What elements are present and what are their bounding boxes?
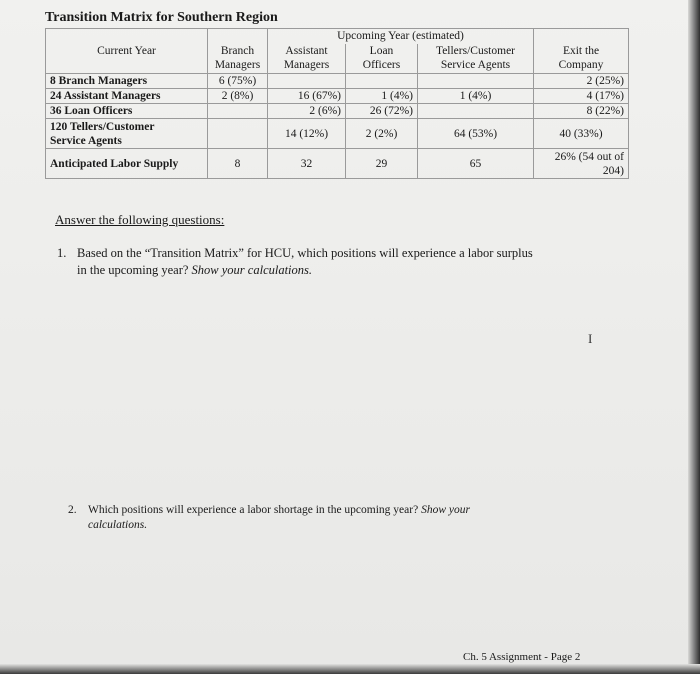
table-cell: 14 (12%) — [268, 119, 346, 149]
col-header-exit-company: Exit the Company — [534, 44, 629, 74]
supply-cell: 8 — [208, 149, 268, 179]
supply-cell: 65 — [418, 149, 534, 179]
table-cell — [208, 119, 268, 149]
page-title: Transition Matrix for Southern Region — [45, 10, 278, 25]
table-cell: 8 (22%) — [534, 104, 629, 119]
table-cell: 1 (4%) — [418, 89, 534, 104]
table-cell: 2 (25%) — [534, 74, 629, 89]
table-cell: 6 (75%) — [208, 74, 268, 89]
table-cell: 16 (67%) — [268, 89, 346, 104]
table-row — [46, 119, 629, 149]
current-year-header: Current Year — [46, 29, 208, 74]
table-row — [46, 104, 629, 119]
page-bottom-shadow — [0, 664, 700, 674]
question-text: Which positions will experience a labor shortage in the upcoming year? — [88, 504, 419, 516]
table-row — [46, 74, 629, 89]
supply-cell: 32 — [268, 149, 346, 179]
table-header-row — [46, 29, 629, 44]
table-cell: 1 (4%) — [346, 89, 418, 104]
col-header-assistant-managers: Assistant Managers — [268, 44, 346, 74]
col-header-loan-officers: Loan Officers — [346, 44, 418, 74]
row-label: 36 Loan Officers — [46, 104, 208, 119]
question-text-cont: in the upcoming year? — [77, 263, 189, 277]
col-header-tellers: Tellers/Customer Service Agents — [418, 44, 534, 74]
transition-matrix-table — [45, 28, 629, 179]
question-2 — [68, 503, 470, 533]
row-label: 8 Branch Managers — [46, 74, 208, 89]
table-cell — [418, 74, 534, 89]
question-number: 2. — [68, 504, 77, 516]
question-number: 1. — [57, 246, 67, 260]
text-cursor-icon: I — [588, 331, 593, 346]
questions-heading: Answer the following questions: — [55, 212, 225, 227]
table-cell — [418, 104, 534, 119]
question-instruction: Show your calculations. — [191, 263, 313, 277]
upcoming-year-header: Upcoming Year (estimated) — [268, 29, 534, 44]
table-cell: 64 (53%) — [418, 119, 534, 149]
table-cell — [268, 74, 346, 89]
col-header-branch-managers: Branch Managers — [208, 44, 268, 74]
question-instruction: Show your — [421, 504, 470, 516]
table-cell — [208, 104, 268, 119]
table-cell — [346, 74, 418, 89]
page-edge-shadow — [688, 0, 700, 674]
supply-exit-cell: 26% (54 out of 204) — [534, 149, 629, 179]
supply-cell: 29 — [346, 149, 418, 179]
row-label: 24 Assistant Managers — [46, 89, 208, 104]
question-text: Based on the “Transition Matrix” for HCU, which positions will experience a labor surplus — [77, 246, 533, 260]
table-cell: 2 (8%) — [208, 89, 268, 104]
table-cell: 2 (6%) — [268, 104, 346, 119]
row-label: 120 Tellers/Customer Service Agents — [46, 119, 208, 149]
page-footer: Ch. 5 Assignment - Page 2 — [463, 651, 581, 663]
supply-label: Anticipated Labor Supply — [46, 149, 208, 179]
supply-row — [46, 149, 629, 179]
question-instruction-cont: calculations. — [88, 519, 148, 531]
table-cell: 40 (33%) — [534, 119, 629, 149]
table-cell: 4 (17%) — [534, 89, 629, 104]
table-cell: 26 (72%) — [346, 104, 418, 119]
table-cell: 2 (2%) — [346, 119, 418, 149]
question-1 — [57, 245, 533, 279]
table-row — [46, 89, 629, 104]
